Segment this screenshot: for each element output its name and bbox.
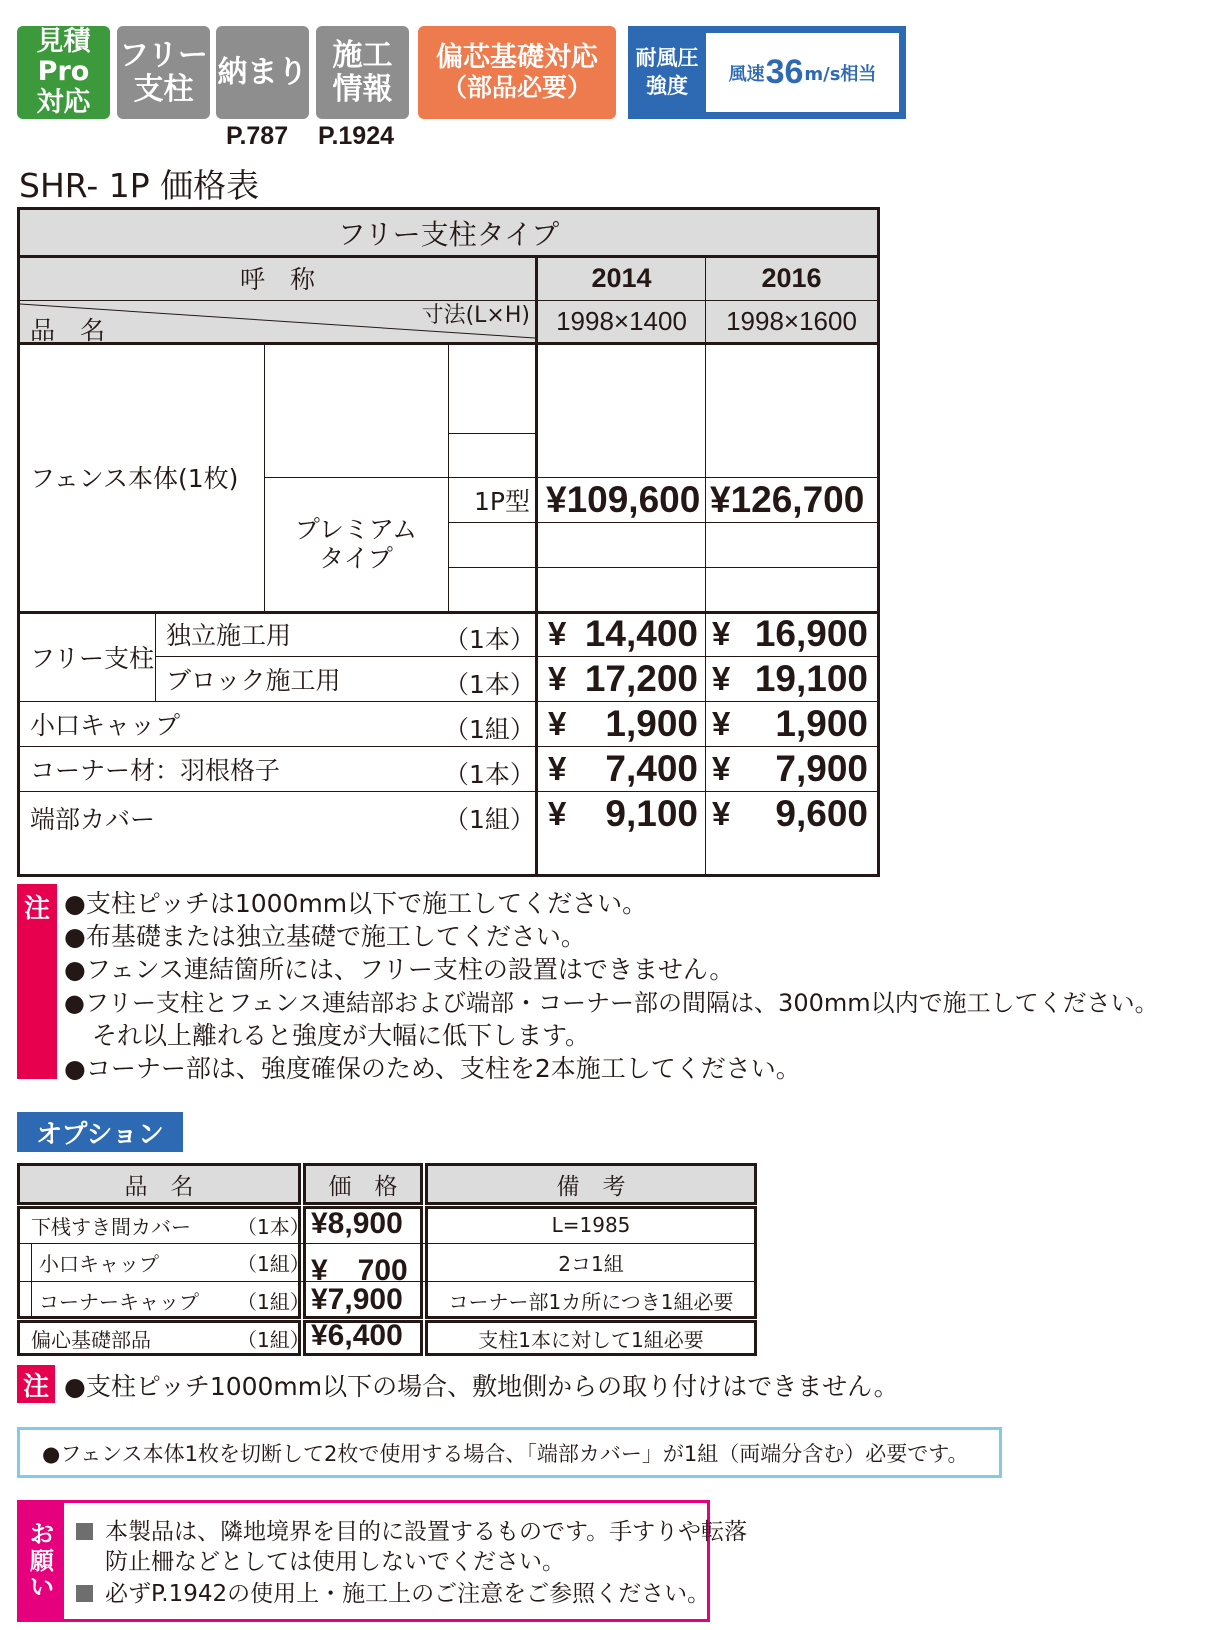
option-name: コーナーキャップ: [39, 1290, 199, 1314]
column-size: 1998×1400: [556, 306, 687, 336]
request-label-char: 願: [30, 1546, 54, 1575]
wind-suffix: m/s相当: [804, 63, 877, 85]
option-unit: （1組）: [237, 1327, 310, 1352]
badge-henshin: [418, 26, 616, 119]
row-price: 1,900: [775, 703, 868, 744]
note-line: ●フェンス連結箇所には、フリー支柱の設置はできません。: [64, 955, 735, 984]
option-table: [17, 1163, 757, 1356]
rule: [448, 567, 535, 568]
badge-text: 納まり: [217, 54, 308, 90]
row-name: 独立施工用: [166, 621, 292, 650]
note-line: ●コーナー部は、強度確保のため、支柱を2本施工してください。: [64, 1054, 801, 1083]
badge-free-post: [117, 26, 210, 119]
badge-text: 施工: [332, 37, 393, 73]
badge-osamari: [216, 26, 309, 119]
yen-mark: ¥: [548, 705, 567, 742]
note-label: 注: [17, 884, 57, 1079]
premium-text: プレミアム: [294, 515, 418, 545]
wind-value: 36: [765, 53, 804, 91]
yen-mark: ¥: [712, 705, 731, 742]
yen-mark: ¥: [712, 615, 731, 652]
request-label-char: い: [30, 1573, 54, 1602]
row-price: 7,400: [605, 748, 698, 789]
rule: [538, 567, 877, 568]
page-ref-osamari[interactable]: P.787: [226, 122, 289, 150]
option-price: ¥7,900: [311, 1283, 403, 1316]
wind-label: [628, 26, 706, 119]
option-header: 備 考: [556, 1173, 626, 1200]
row-price: 9,100: [605, 793, 698, 834]
request-line: [76, 1575, 710, 1608]
column-size: 1998×1600: [726, 306, 857, 336]
option-name: 小口キャップ: [39, 1252, 159, 1276]
row-unit: （1本）: [444, 670, 535, 699]
option-unit: （1本）: [237, 1214, 310, 1239]
square-bullet-icon: [76, 1523, 93, 1540]
option-price: ¥6,400: [311, 1319, 403, 1352]
fence-body-label: フェンス本体(1枚): [30, 464, 239, 493]
badge-text: 支柱: [133, 71, 194, 107]
page-ref-sekou[interactable]: P.1924: [318, 122, 395, 150]
yen-mark: ¥: [548, 615, 567, 652]
request-label: [20, 1503, 64, 1619]
option-unit: （1組）: [237, 1290, 310, 1314]
row-name: 端部カバー: [30, 805, 156, 834]
request-text: 防止柵などとしては使用しないでください。: [105, 1549, 565, 1575]
request-line: [76, 1513, 747, 1546]
premium-type-label: [264, 478, 448, 612]
row-unit: （1本）: [444, 625, 535, 654]
row-price: 19,100: [754, 658, 868, 699]
request-label-char: お: [30, 1520, 54, 1549]
badge-text: 対応: [36, 86, 91, 118]
fence-price: ¥126,700: [710, 479, 865, 520]
row-price: 17,200: [584, 658, 698, 699]
option-price: ¥ 700: [311, 1254, 408, 1287]
square-bullet-icon: [76, 1585, 93, 1602]
yen-mark: ¥: [548, 660, 567, 697]
row-price: 14,400: [584, 613, 698, 654]
badge-text: （部品必要）: [441, 72, 592, 102]
rule: [705, 256, 706, 874]
request-box: [17, 1500, 748, 1622]
badge-text: 偏芯基礎対応: [436, 42, 598, 74]
wind-label-text: 強度: [646, 73, 688, 98]
wind-value-box: [706, 33, 899, 112]
option-name: 下桟すき間カバー: [31, 1214, 191, 1239]
rule: [31, 1244, 32, 1318]
option-header: 価 格: [328, 1173, 398, 1200]
column-code: 2014: [591, 262, 652, 293]
column-code: 2016: [761, 262, 822, 293]
info-box: ●フェンス本体1枚を切断して2枚で使用する場合、「端部カバー」が1組（両端分含む）必要です。: [17, 1427, 1002, 1478]
rule: [535, 256, 538, 874]
option-header: 品 名: [124, 1173, 194, 1200]
note-line: ●フリー支柱とフェンス連結部および端部・コーナー部の間隔は、300mm以内で施工してください。: [64, 989, 1159, 1017]
note-line: ●布基礎または独立基礎で施工してください。: [64, 922, 586, 951]
dimension-header: 寸法(L×H): [421, 302, 530, 328]
row-price: 1,900: [605, 703, 698, 744]
request-text: 必ずP.1942の使用上・施工上のご注意をご参照ください。: [105, 1581, 711, 1607]
badge-mitsumori-pro: [17, 26, 110, 119]
badge-wind-strength: [628, 26, 906, 119]
request-line: [105, 1543, 565, 1576]
row-name: コーナー材：羽根格子: [30, 756, 281, 785]
note-line: それ以上離れると強度が大幅に低下します。: [92, 1021, 591, 1050]
name-header: 呼 称: [239, 265, 315, 294]
badge-text: フリー: [119, 37, 208, 73]
rule: [448, 522, 535, 523]
row-unit: （1組）: [444, 715, 535, 744]
row-price: 9,600: [775, 793, 868, 834]
option-remark: 支柱1本に対して1組必要: [478, 1327, 704, 1352]
row-unit: （1組）: [444, 805, 535, 834]
fence-price: ¥109,600: [546, 479, 701, 520]
price-table: [17, 207, 880, 877]
row-unit: （1本）: [444, 760, 535, 789]
page-title: SHR- 1P 価格表: [19, 166, 260, 205]
row-name: ブロック施工用: [166, 666, 341, 695]
badge-sekou-info: [316, 26, 409, 119]
option-note-label: 注: [17, 1365, 55, 1403]
rule: [448, 433, 535, 434]
yen-mark: ¥: [712, 795, 731, 832]
row-name: 小口キャップ: [30, 711, 181, 740]
option-remark: L=1985: [551, 1213, 631, 1237]
option-note: ●支柱ピッチ1000mm以下の場合、敷地側からの取り付けはできません。: [64, 1372, 899, 1401]
rule: [538, 522, 877, 523]
row-price: 7,900: [775, 748, 868, 789]
badge-text: 情報: [332, 71, 393, 107]
row-price: 16,900: [754, 613, 868, 654]
option-remark: 2コ1組: [558, 1252, 624, 1276]
product-header: 品 名: [30, 316, 106, 345]
rule: [538, 477, 877, 478]
free-post-label: フリー支柱: [30, 643, 155, 673]
yen-mark: ¥: [712, 660, 731, 697]
yen-mark: ¥: [548, 795, 567, 832]
option-unit: （1組）: [237, 1252, 310, 1276]
option-remark: コーナー部1カ所につき1組必要: [448, 1290, 734, 1314]
option-price: ¥8,900: [311, 1207, 403, 1240]
yen-mark: ¥: [548, 750, 567, 787]
request-text: 本製品は、隣地境界を目的に設置するものです。手すりや転落: [105, 1519, 748, 1545]
premium-text: タイプ: [319, 544, 393, 573]
wind-prefix: 風速: [728, 63, 765, 85]
option-name: 偏心基礎部品: [31, 1327, 151, 1352]
type-header: フリー支柱タイプ: [337, 218, 560, 251]
option-label: オプション: [17, 1112, 183, 1152]
badge-text: 見積Pro: [36, 26, 91, 88]
rule: [155, 612, 156, 701]
wind-label-text: 耐風圧: [635, 46, 699, 71]
yen-mark: ¥: [712, 750, 731, 787]
note-line: ●支柱ピッチは1000mm以下で施工してください。: [64, 889, 648, 918]
type-1p-label: 1P型: [474, 487, 530, 516]
